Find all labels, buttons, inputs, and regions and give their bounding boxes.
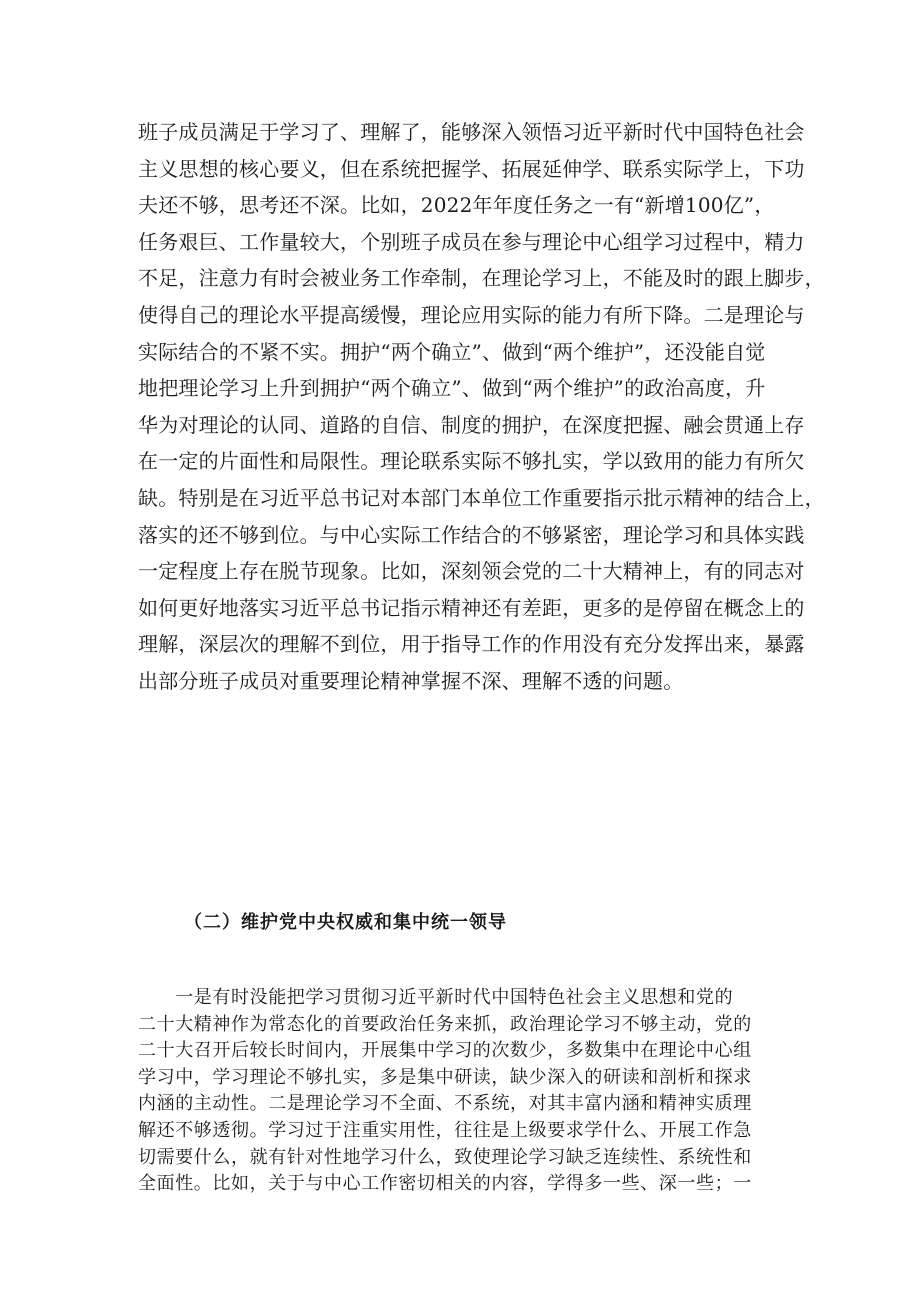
text-line: 夫还不够，思考还不深。比如，2022年年度任务之一有“新增100亿”，	[138, 193, 775, 218]
section-heading: （二）维护党中央权威和集中统一领导	[184, 912, 507, 933]
text-line: 全面性。比如，关于与中心工作密切相关的内容，学得多一些、深一些；一	[138, 1173, 752, 1195]
text-line: 主义思想的核心要义，但在系统把握学、拓展延伸学、联系实际学上，下功	[138, 156, 805, 181]
text-line: 班子成员满足于学习了、理解了，能够深入领悟习近平新时代中国特色社会	[138, 120, 805, 144]
text-line: 华为对理论的认同、道路的自信、制度的拥护，在深度把握、融会贯通上存	[138, 412, 805, 437]
text-line: 不足，注意力有时会被业务工作牵制，在理论学习上，不能及时的跟上脚步，	[138, 266, 825, 291]
text-line: 落实的还不够到位。与中心实际工作结合的不够紧密，理论学习和具体实践	[138, 522, 805, 547]
text-line: 地把理论学习上升到拥护“两个确立”、做到“两个维护”的政治高度，升	[138, 376, 766, 401]
text-line: 使得自己的理论水平提高缓慢，理论应用实际的能力有所下降。二是理论与	[138, 302, 805, 327]
text-line: 一定程度上存在脱节现象。比如，深刻领会党的二十大精神上，有的同志对	[138, 559, 805, 584]
text-line: 实际结合的不紧不实。拥护“两个确立”、做到“两个维护”，还没能自觉	[138, 339, 766, 364]
text-line: 理解，深层次的理解不到位，用于指导工作的作用没有充分发挥出来，暴露	[138, 632, 805, 657]
text-line: 在一定的片面性和局限性。理论联系实际不够扎实，学以致用的能力有所欠	[138, 449, 805, 474]
body-paragraph-1	[138, 114, 825, 700]
text-line: 解还不够透彻。学习过于注重实用性，往往是上级要求学什么、开展工作急	[138, 1119, 752, 1141]
text-line: 缺。特别是在习近平总书记对本部门本单位工作重要指示批示精神的结合上，	[138, 485, 825, 510]
body-paragraph-2	[138, 985, 800, 1198]
text-line: 二十大精神作为常态化的首要政治任务来抓，政治理论学习不够主动，党的	[138, 1013, 752, 1035]
text-line: 一是有时没能把学习贯彻习近平新时代中国特色社会主义思想和党的	[138, 987, 734, 1008]
text-line: 内涵的主动性。二是理论学习不全面、不系统，对其丰富内涵和精神实质理	[138, 1093, 752, 1115]
text-line: 出部分班子成员对重要理论精神掌握不深、理解不透的问题。	[138, 668, 684, 693]
text-line: 如何更好地落实习近平总书记指示精神还有差距，更多的是停留在概念上的	[138, 595, 805, 620]
text-line: 二十大召开后较长时间内，开展集中学习的次数少，多数集中在理论中心组	[138, 1040, 752, 1062]
text-line: 任务艰巨、工作量较大，个别班子成员在参与理论中心组学习过程中，精力	[138, 229, 805, 254]
text-line: 切需要什么，就有针对性地学习什么，致使理论学习缺乏连续性、系统性和	[138, 1146, 752, 1168]
text-line: 学习中，学习理论不够扎实，多是集中研读，缺少深入的研读和剖析和探求	[138, 1066, 752, 1088]
